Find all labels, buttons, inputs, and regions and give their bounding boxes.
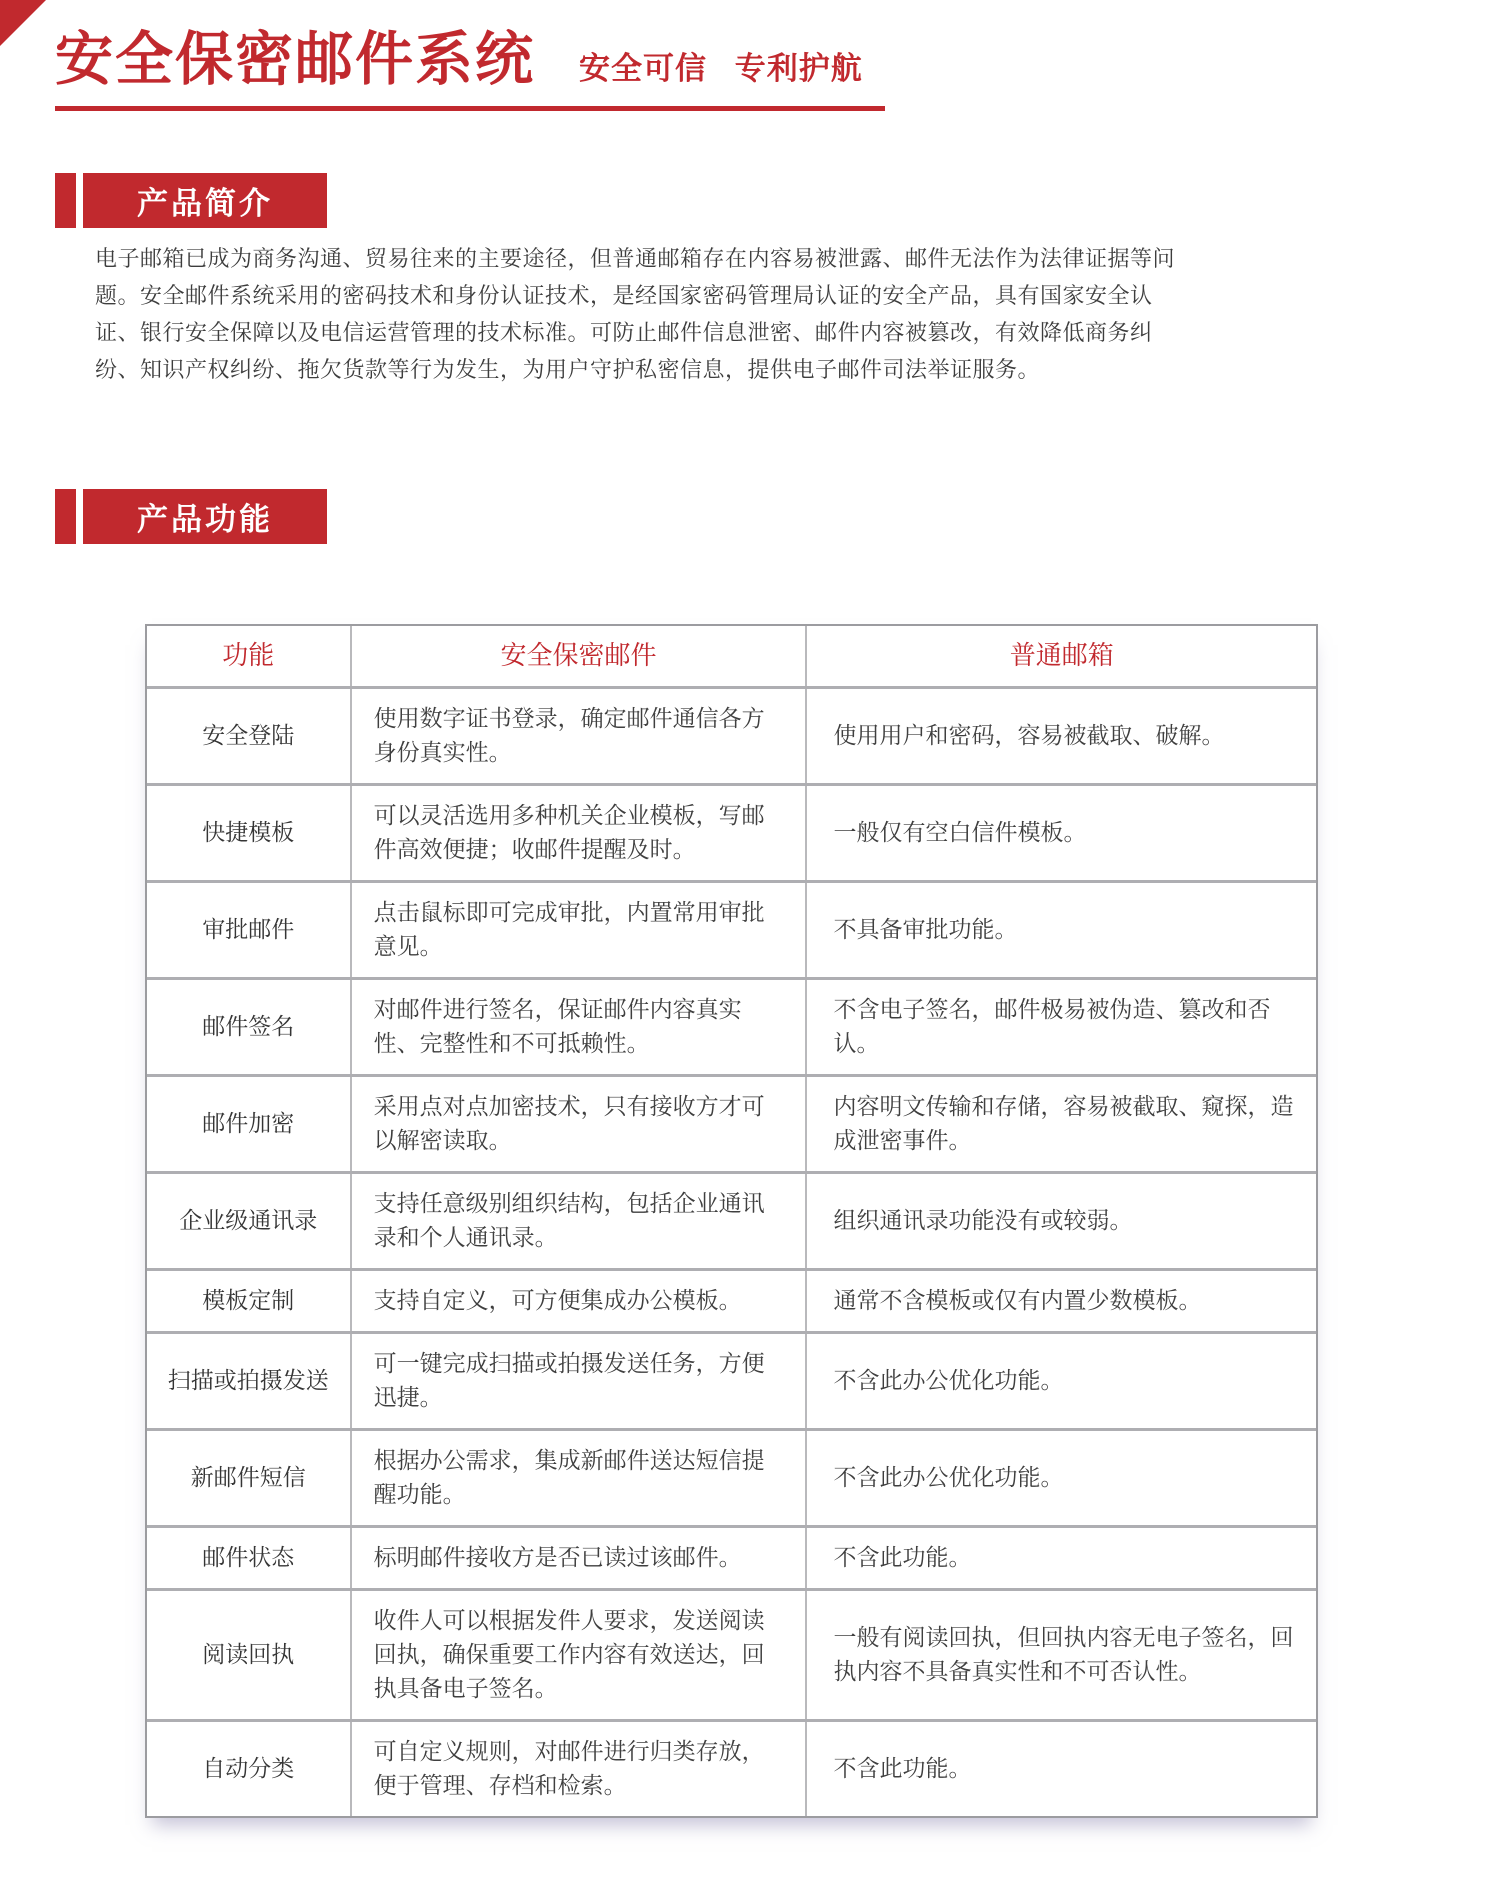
table-body — [147, 686, 1316, 1816]
table-row — [147, 1331, 1316, 1428]
table-row — [147, 880, 1316, 977]
feature-name-cell: 企业级通讯录 — [147, 1174, 352, 1268]
feature-name-cell: 邮件状态 — [147, 1528, 352, 1588]
banner-accent-bar — [55, 489, 76, 544]
secure-mail-cell: 支持自定义，可方便集成办公模板。 — [352, 1271, 808, 1331]
intro-section-heading: 产品简介 — [83, 173, 327, 228]
ordinary-mail-cell: 一般有阅读回执，但回执内容无电子签名，回执内容不具备真实性和不可否认性。 — [833, 1624, 1294, 1685]
banner-accent-bar — [55, 173, 76, 228]
table-row — [147, 1525, 1316, 1588]
section-features — [0, 489, 1500, 1818]
secure-mail-cell: 可自定义规则，对邮件进行归类存放，便于管理、存档和检索。 — [352, 1722, 808, 1816]
ordinary-mail-cell: 不含此功能。 — [833, 1544, 972, 1571]
feature-name-cell: 新邮件短信 — [147, 1431, 352, 1525]
column-header-secure-mail: 安全保密邮件 — [352, 626, 808, 686]
feature-name-cell: 邮件加密 — [147, 1077, 352, 1171]
ordinary-mail-cell: 内容明文传输和存储，容易被截取、窥探，造成泄密事件。 — [833, 1093, 1294, 1154]
secure-mail-cell: 收件人可以根据发件人要求，发送阅读回执，确保重要工作内容有效送达，回执具备电子签名。 — [352, 1591, 808, 1719]
table-row — [147, 977, 1316, 1074]
secure-mail-cell: 采用点对点加密技术，只有接收方才可以解密读取。 — [352, 1077, 808, 1171]
feature-name-cell: 邮件签名 — [147, 980, 352, 1074]
secure-mail-cell: 可以灵活选用多种机关企业模板，写邮件高效便捷；收邮件提醒及时。 — [352, 786, 808, 880]
table-row — [147, 1719, 1316, 1816]
ordinary-mail-cell: 通常不含模板或仅有内置少数模板。 — [833, 1287, 1202, 1314]
ordinary-mail-cell: 组织通讯录功能没有或较弱。 — [833, 1207, 1133, 1234]
secure-mail-cell: 使用数字证书登录，确定邮件通信各方身份真实性。 — [352, 689, 808, 783]
secure-mail-cell: 标明邮件接收方是否已读过该邮件。 — [352, 1528, 808, 1588]
table-row — [147, 1171, 1316, 1268]
column-header-feature: 功能 — [147, 626, 352, 686]
table-row — [147, 1268, 1316, 1331]
ordinary-mail-cell: 不含电子签名，邮件极易被伪造、篡改和否认。 — [833, 996, 1271, 1057]
feature-name-cell: 自动分类 — [147, 1722, 352, 1816]
table-row — [147, 1588, 1316, 1719]
ordinary-mail-cell: 不含此办公优化功能。 — [833, 1367, 1064, 1394]
features-section-heading: 产品功能 — [83, 489, 327, 544]
feature-name-cell: 快捷模板 — [147, 786, 352, 880]
ordinary-mail-cell: 使用用户和密码，容易被截取、破解。 — [833, 722, 1225, 749]
table-row — [147, 1074, 1316, 1171]
intro-paragraph: 电子邮箱已成为商务沟通、贸易往来的主要途径，但普通邮箱存在内容易被泄露、邮件无法作为法律证据等问题。安全邮件系统采用的密码技术和身份认证技术，是经国家密码管理局认证的安全产品，具有国家安全认证、银行安全保障以及电信运营管理的技术标准。可防止邮件信息泄密、邮件内容被篡改，有效降低商务纠纷、知识产权纠纷、拖欠货款等行为发生，为用户守护私密信息，提供电子邮件司法举证服务。 — [95, 246, 1176, 383]
feature-name-cell: 阅读回执 — [147, 1591, 352, 1719]
corner-triangle-decoration — [0, 0, 46, 46]
feature-name-cell: 安全登陆 — [147, 689, 352, 783]
page-subtitle: 安全可信 专利护航 — [579, 51, 863, 87]
column-header-ordinary-mail: 普通邮箱 — [1009, 640, 1114, 671]
title-row — [55, 25, 885, 111]
section-intro — [0, 173, 1500, 389]
intro-section-banner — [55, 173, 1500, 228]
features-section-banner — [55, 489, 1500, 544]
page-header — [0, 0, 1500, 111]
secure-mail-cell: 点击鼠标即可完成审批，内置常用审批意见。 — [352, 883, 808, 977]
table-header-row — [147, 626, 1316, 686]
feature-comparison-table — [145, 624, 1318, 1818]
table-row — [147, 783, 1316, 880]
feature-name-cell: 模板定制 — [147, 1271, 352, 1331]
secure-mail-cell: 支持任意级别组织结构，包括企业通讯录和个人通讯录。 — [352, 1174, 808, 1268]
table-row — [147, 1428, 1316, 1525]
feature-name-cell: 审批邮件 — [147, 883, 352, 977]
ordinary-mail-cell: 一般仅有空白信件模板。 — [833, 819, 1087, 846]
table-row — [147, 686, 1316, 783]
secure-mail-cell: 可一键完成扫描或拍摄发送任务，方便迅捷。 — [352, 1334, 808, 1428]
ordinary-mail-cell: 不含此功能。 — [833, 1755, 972, 1782]
ordinary-mail-cell: 不具备审批功能。 — [833, 916, 1018, 943]
page-title: 安全保密邮件系统 — [55, 25, 536, 93]
secure-mail-cell: 对邮件进行签名，保证邮件内容真实性、完整性和不可抵赖性。 — [352, 980, 808, 1074]
feature-name-cell: 扫描或拍摄发送 — [147, 1334, 352, 1428]
secure-mail-cell: 根据办公需求，集成新邮件送达短信提醒功能。 — [352, 1431, 808, 1525]
ordinary-mail-cell: 不含此办公优化功能。 — [833, 1464, 1064, 1491]
